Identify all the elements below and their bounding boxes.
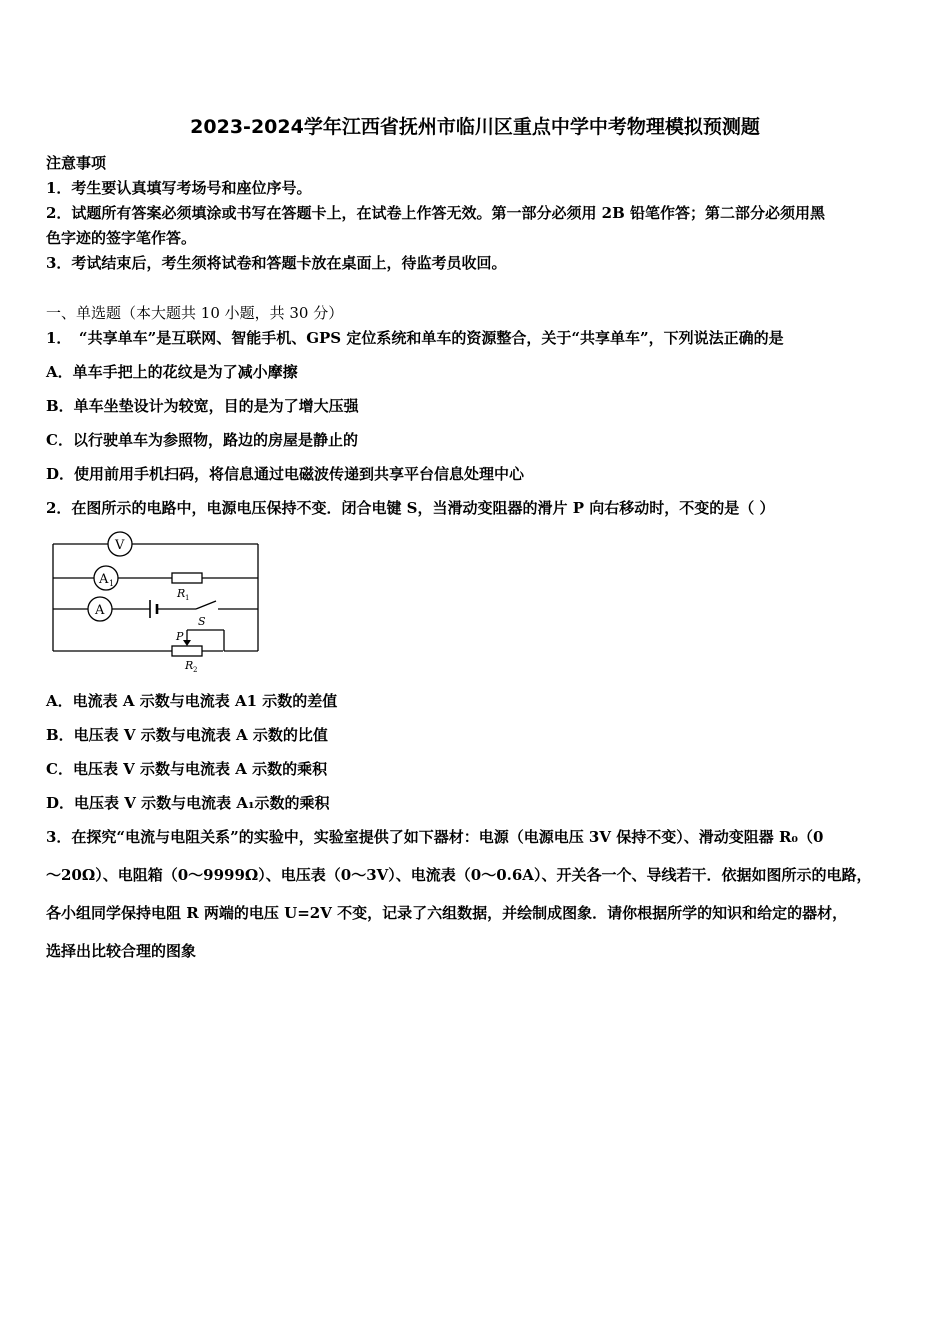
q3-line-4: 选择出比较合理的图象	[46, 942, 197, 960]
ammeter1-label: A	[99, 572, 109, 587]
notice-item-2-cont: 色字迹的签字笔作答。	[46, 229, 197, 247]
q1-stem: 1． “共享单车”是互联网、智能手机、GPS 定位系统和单车的资源整合，关于“共享单车”，下列说法正确的是	[46, 329, 784, 347]
voltmeter-label: V	[115, 538, 125, 553]
notice-heading: 注意事项	[46, 154, 107, 172]
q2-option-a: A．电流表 A 示数与电流表 A1 示数的差值	[46, 692, 338, 710]
q2-option-d: D．电压表 V 示数与电流表 A₁示数的乘积	[46, 794, 330, 812]
switch-label: S	[198, 615, 206, 628]
r2-sub: 2	[193, 666, 198, 674]
page-title: 2023-2024学年江西省抚州市临川区重点中学中考物理模拟预测题	[190, 116, 760, 138]
ammeter1-sub: 1	[109, 579, 115, 588]
q1-option-a: A．单车手把上的花纹是为了减小摩擦	[46, 363, 298, 381]
notice-item-2: 2．试题所有答案必须填涂或书写在答题卡上，在试卷上作答无效。第一部分必须用 2B 铅笔作答；第二部分必须用黑	[46, 204, 826, 222]
q3-line-3: 各小组同学保持电阻 R 两端的电压 U=2V 不变，记录了六组数据，并绘制成图象．请你根据所学的知识和给定的器材，	[46, 904, 848, 922]
q1-option-c: C．以行驶单车为参照物，路边的房屋是静止的	[46, 431, 358, 449]
q2-option-b: B．电压表 V 示数与电流表 A 示数的比值	[46, 726, 328, 744]
slider-label: P	[176, 630, 184, 643]
notice-item-3: 3．考试结束后，考生须将试卷和答题卡放在桌面上，待监考员收回。	[46, 254, 507, 272]
q3-line-1: 3．在探究“电流与电阻关系”的实验中，实验室提供了如下器材：电源（电源电压 3V 保持不变）、滑动变阻器 R₀（0	[46, 828, 824, 846]
q2-stem: 2．在图所示的电路中，电源电压保持不变．闭合电键 S，当滑动变阻器的滑片 P 向右移动时，不变的是（ ）	[46, 499, 775, 517]
q1-option-b: B．单车坐垫设计为较宽，目的是为了增大压强	[46, 397, 359, 415]
section-heading: 一、单选题（本大题共 10 小题，共 30 分）	[46, 304, 344, 322]
r1-sub: 1	[185, 594, 190, 602]
notice-item-1: 1．考生要认真填写考场号和座位序号。	[46, 179, 312, 197]
q1-option-d: D．使用前用手机扫码，将信息通过电磁波传递到共享平台信息处理中心	[46, 465, 525, 483]
r1-label: R	[177, 587, 186, 600]
ammeter-label: A	[95, 603, 105, 618]
r2-label: R	[185, 659, 194, 672]
q2-option-c: C．电压表 V 示数与电流表 A 示数的乘积	[46, 760, 328, 778]
circuit-diagram	[46, 530, 266, 675]
q3-line-2: ～20Ω）、电阻箱（0～9999Ω）、电压表（0～3V）、电流表（0～0.6A）、开关各一个、导线若干．依据如图所示的电路，	[46, 866, 872, 884]
